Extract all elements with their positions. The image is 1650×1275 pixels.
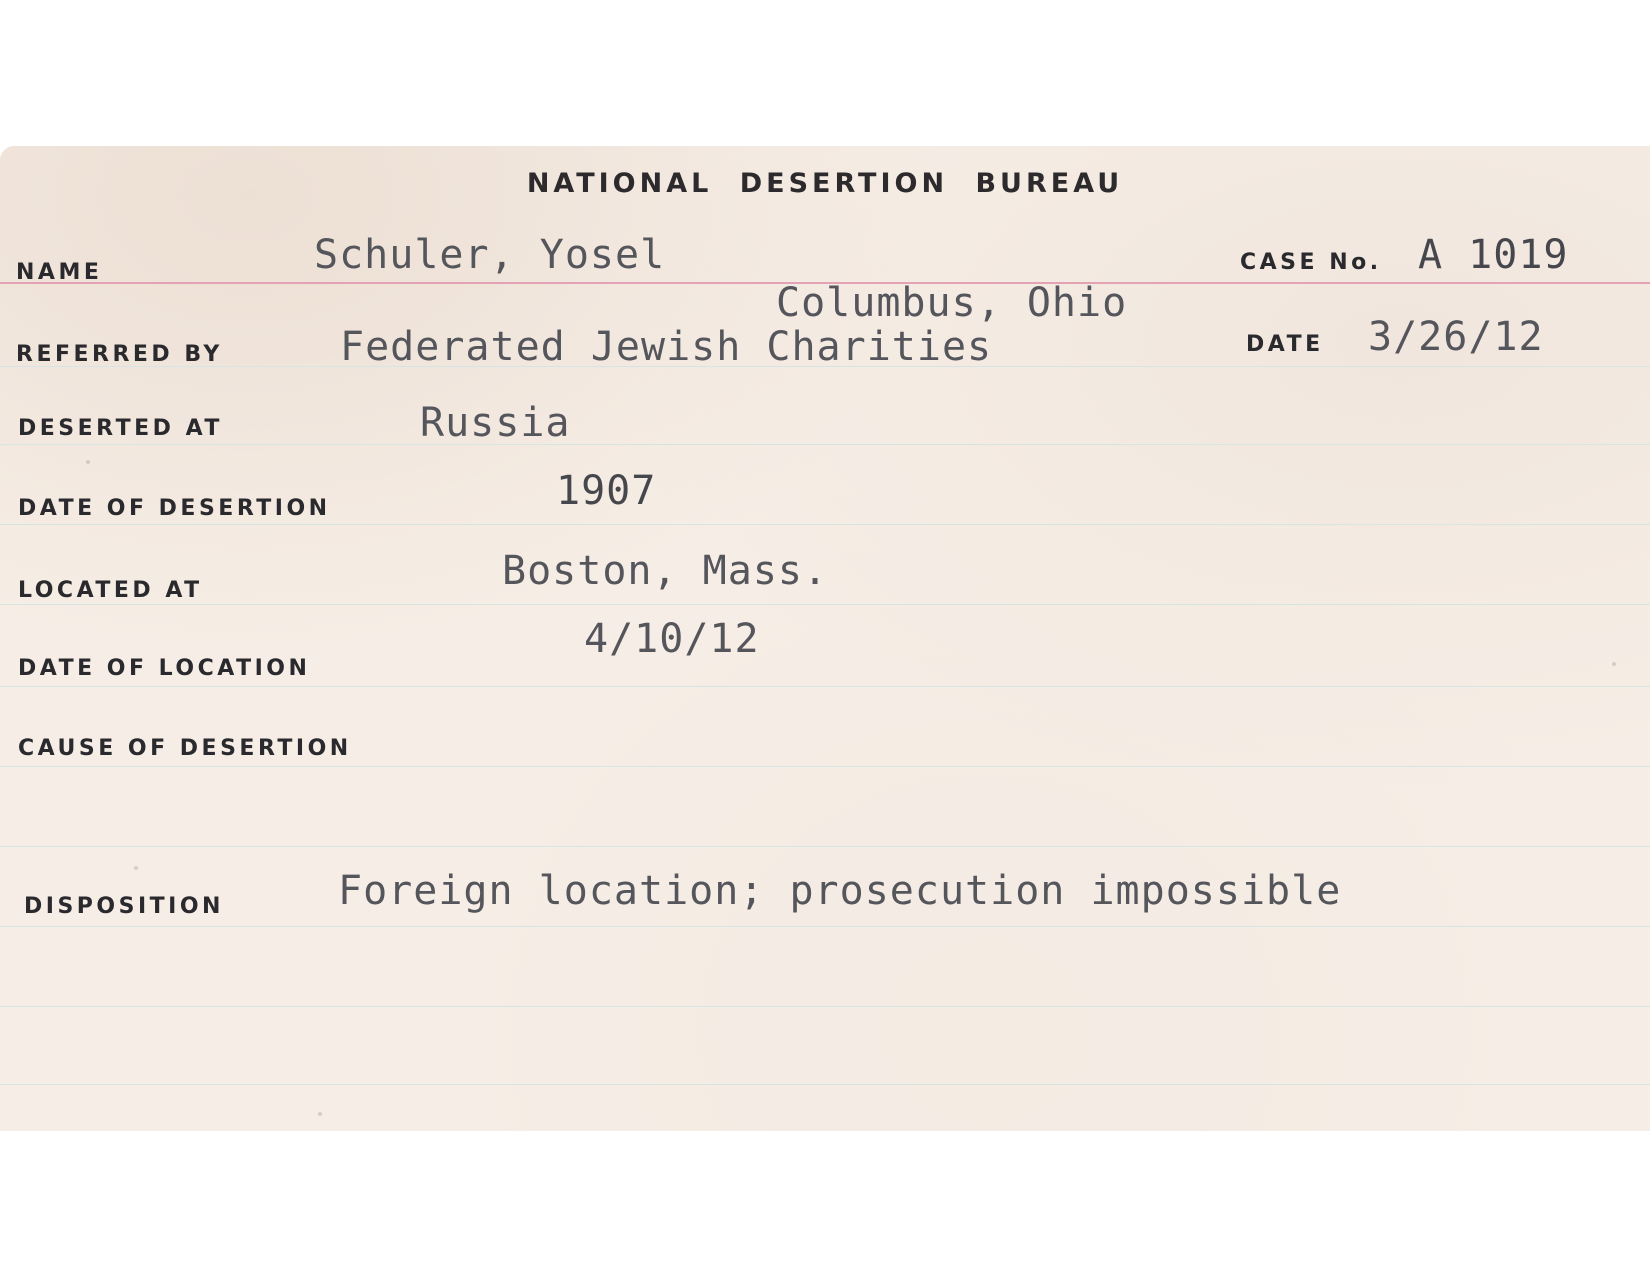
- case-number-label: CASE No.: [1240, 250, 1382, 275]
- ruled-line: [0, 686, 1650, 687]
- date-of-desertion-value: 1907: [556, 468, 657, 514]
- date-value: 3/26/12: [1368, 314, 1544, 360]
- referred-location: Columbus, Ohio: [776, 280, 1128, 326]
- ink-dot: [1612, 662, 1616, 666]
- disposition-label: DISPOSITION: [24, 894, 224, 919]
- date-label: DATE: [1246, 332, 1324, 357]
- disposition-value: Foreign location; prosecution impossible: [338, 868, 1342, 914]
- ruled-line: [0, 926, 1650, 927]
- card-title: NATIONAL DESERTION BUREAU: [526, 168, 1124, 199]
- ink-dot: [134, 866, 138, 870]
- ruled-line: [0, 524, 1650, 525]
- ruled-line: [0, 766, 1650, 767]
- index-card: [0, 146, 1650, 1131]
- deserted-at-value: Russia: [420, 400, 571, 446]
- referred-by-value: Federated Jewish Charities: [340, 324, 993, 370]
- date-of-desertion-label: DATE OF DESERTION: [18, 496, 331, 521]
- date-of-location-value: 4/10/12: [584, 616, 760, 662]
- case-number-value: A 1019: [1418, 232, 1569, 278]
- cause-of-desertion-label: CAUSE OF DESERTION: [18, 736, 352, 761]
- name-label: NAME: [16, 260, 103, 285]
- located-at-value: Boston, Mass.: [502, 548, 829, 594]
- ink-dot: [86, 460, 90, 464]
- located-at-label: LOCATED AT: [18, 578, 203, 603]
- name-value: Schuler, Yosel: [314, 232, 666, 278]
- referred-by-label: REFERRED BY: [16, 342, 223, 367]
- ink-dot: [318, 1112, 322, 1116]
- ruled-line: [0, 604, 1650, 605]
- ruled-line: [0, 1006, 1650, 1007]
- ruled-line: [0, 1084, 1650, 1085]
- ruled-line: [0, 846, 1650, 847]
- deserted-at-label: DESERTED AT: [18, 416, 223, 441]
- ruled-line: [0, 444, 1650, 445]
- date-of-location-label: DATE OF LOCATION: [18, 656, 311, 681]
